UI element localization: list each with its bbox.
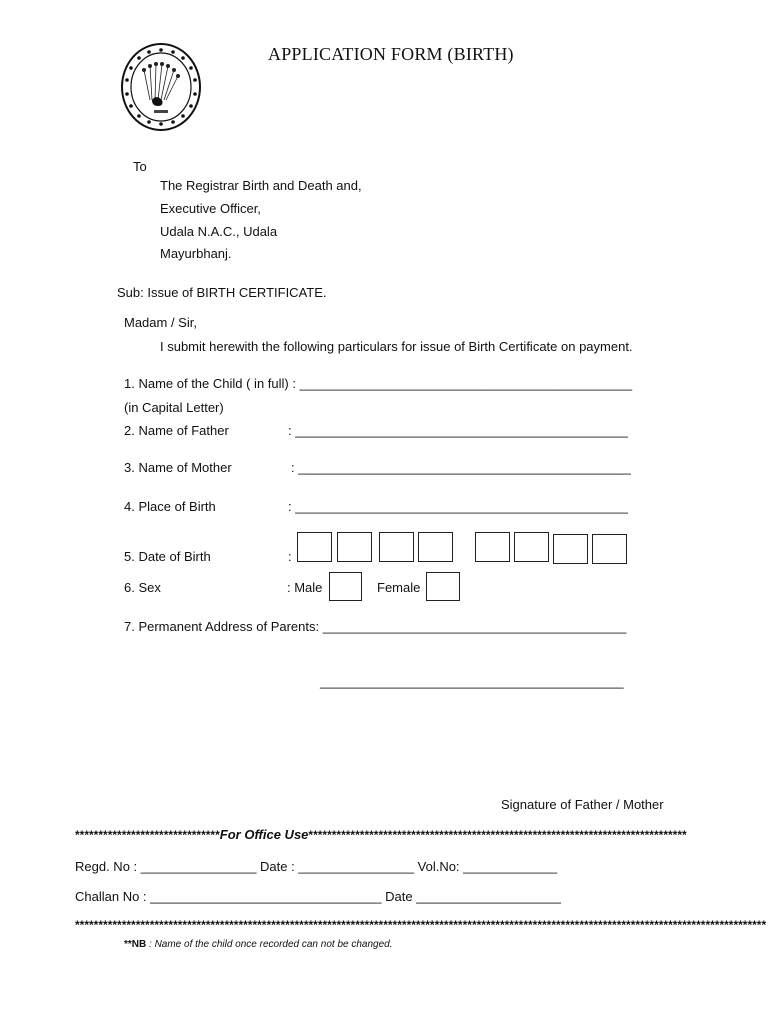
date-of-birth-colon: :	[288, 549, 292, 564]
nb-prefix: **NB	[124, 939, 147, 950]
greeting: Madam / Sir,	[124, 315, 197, 330]
address-line: Udala N.A.C., Udala	[160, 224, 278, 239]
father-name-field[interactable]: : ______________________________________________	[288, 423, 628, 438]
dob-digit-box[interactable]	[592, 534, 627, 564]
address-line: The Registrar Birth and Death and,	[160, 178, 362, 193]
dob-digit-box[interactable]	[297, 532, 332, 562]
star-divider: *********************************************************************************	[308, 828, 687, 842]
body-text: I submit herewith the following particulars for issue of Birth Certificate on payment.	[160, 339, 633, 354]
place-of-birth-field[interactable]: : ______________________________________________	[288, 499, 628, 514]
permanent-address-line-2[interactable]: __________________________________________	[320, 674, 624, 689]
office-use-heading: For Office Use	[219, 827, 309, 842]
dob-digit-box[interactable]	[553, 534, 588, 564]
to-label: To	[133, 159, 147, 174]
dob-digit-box[interactable]	[379, 532, 414, 562]
challan-no-field[interactable]: Challan No : ________________________________ Date ____________________	[75, 889, 561, 904]
nb-text: : Name of the child once recorded can not be changed.	[146, 939, 393, 950]
dob-digit-box[interactable]	[475, 532, 510, 562]
sex-label: 6. Sex	[124, 580, 161, 595]
male-checkbox[interactable]	[329, 572, 362, 601]
page-title: APPLICATION FORM (BIRTH)	[268, 44, 514, 64]
subject-line: Sub: Issue of BIRTH CERTIFICATE.	[117, 285, 327, 300]
dob-digit-box[interactable]	[418, 532, 453, 562]
place-of-birth-label: 4. Place of Birth	[124, 499, 216, 514]
male-label: : Male	[287, 580, 323, 595]
mother-name-field[interactable]: : ______________________________________________	[291, 460, 631, 475]
address-line: Executive Officer,	[160, 201, 261, 216]
regd-no-field[interactable]: Regd. No : ________________ Date : ________________ Vol.No: _____________	[75, 859, 558, 874]
signature-label: Signature of Father / Mother	[501, 797, 664, 812]
dob-digit-box[interactable]	[337, 532, 372, 562]
date-of-birth-label: 5. Date of Birth	[124, 549, 211, 564]
nb-note	[124, 939, 393, 950]
permanent-address-field[interactable]: 7. Permanent Address of Parents: __________________________________________	[124, 619, 627, 634]
office-use-divider	[75, 826, 695, 842]
dob-digit-box[interactable]	[514, 532, 549, 562]
capital-letter-note: (in Capital Letter)	[124, 400, 224, 415]
star-divider-bottom: ****************************************************************************************************************************************************	[75, 918, 767, 932]
address-line: Mayurbhanj.	[160, 246, 232, 261]
female-label: Female	[377, 580, 421, 595]
female-checkbox[interactable]	[426, 572, 460, 601]
father-name-label: 2. Name of Father	[124, 423, 229, 438]
star-divider: *******************************	[75, 828, 220, 842]
child-name-field[interactable]: 1. Name of the Child ( in full) : ______________________________________________	[124, 376, 633, 391]
municipal-seal-icon	[120, 42, 202, 132]
mother-name-label: 3. Name of Mother	[124, 460, 232, 475]
